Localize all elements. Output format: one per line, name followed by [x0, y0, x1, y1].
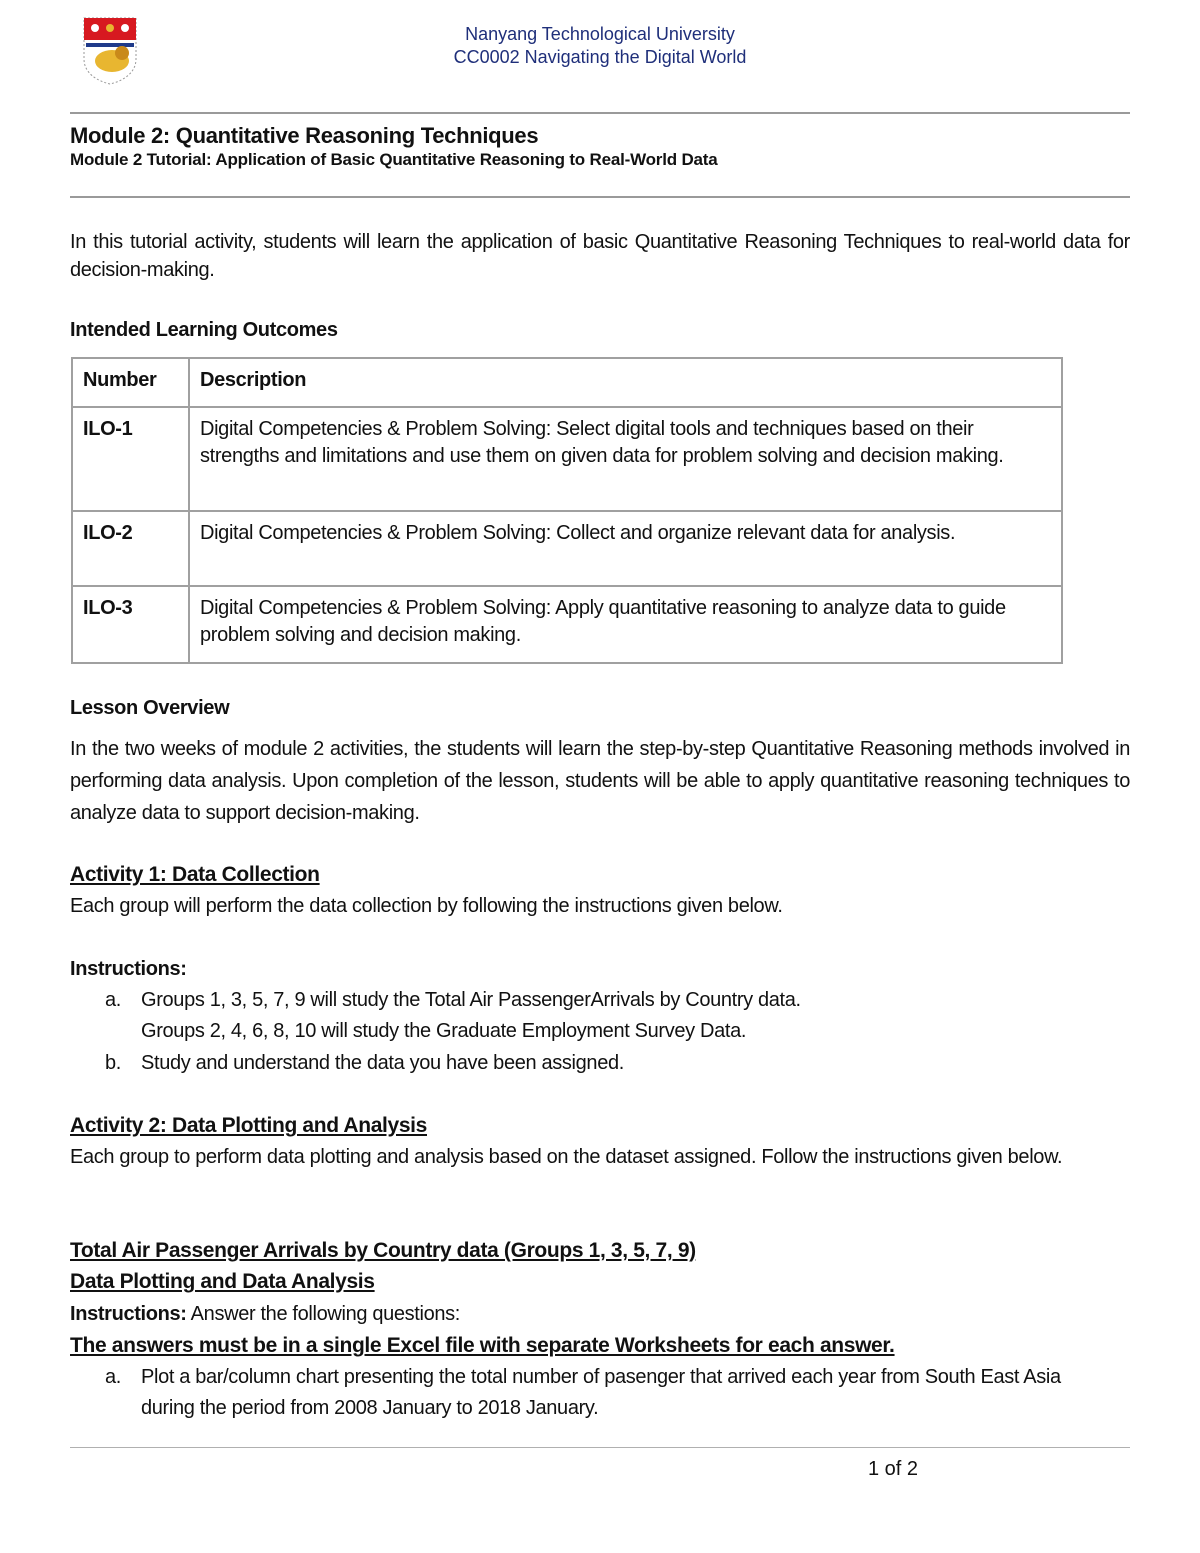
activity2-text: Each group to perform data plotting and analysis based on the dataset assigned. Follow the instructions given below.: [70, 1146, 1063, 1168]
section-note: The answers must be in a single Excel file with separate Worksheets for each answer.: [70, 1334, 895, 1357]
overview-paragraph: In the two weeks of module 2 activities, the students will learn the step-by-step Quantitative Reasoning methods involved in performing data analysis. Upon completion of the lesson, students will be able to apply quantitative reasoning techniques to analyze data to support decision-making.: [70, 738, 1130, 824]
page-subtitle: Module 2 Tutorial: Application of Basic Quantitative Reasoning to Real-World Data: [70, 150, 718, 169]
table-row: [72, 407, 1062, 511]
divider: [70, 112, 1130, 114]
activity1-heading: Activity 1: Data Collection: [70, 863, 320, 886]
list-item: a. Groups 1, 3, 5, 7, 9 will study the Total Air PassengerArrivals by Country data.: [105, 989, 801, 1011]
table-row: [72, 511, 1062, 586]
table-row: [72, 586, 1062, 663]
footer-divider: [70, 1447, 1130, 1448]
divider: [70, 196, 1130, 198]
section-instructions: Instructions: Answer the following questions:: [70, 1303, 460, 1325]
activity2-heading: Activity 2: Data Plotting and Analysis: [70, 1114, 427, 1137]
page-title: Module 2: Quantitative Reasoning Techniques: [70, 123, 539, 148]
page-number: 1 of 2: [867, 1458, 918, 1480]
intro-paragraph: In this tutorial activity, students will learn the application of basic Quantitative Reasoning Techniques to real-world data for decision-making.: [70, 231, 1130, 281]
column-header: Number: [72, 358, 189, 407]
header-university: Nanyang Technological University: [465, 24, 735, 44]
list-item: Groups 2, 4, 6, 8, 10 will study the Graduate Employment Survey Data.: [141, 1020, 747, 1042]
activity1-instructions-label: Instructions:: [70, 958, 187, 980]
ilo-number: ILO-2: [72, 511, 189, 586]
ilo-number: ILO-3: [72, 586, 189, 663]
ilo-heading: Intended Learning Outcomes: [70, 319, 338, 341]
ilo-table: [71, 357, 1063, 664]
ilo-number: ILO-1: [72, 407, 189, 511]
ilo-description: Digital Competencies & Problem Solving: Select digital tools and techniques based on their strengths and limitations and use them on given data for problem solving and decision making.: [189, 407, 1062, 511]
table-header-row: [72, 358, 1062, 407]
activity1-text: Each group will perform the data collection by following the instructions given below.: [70, 895, 783, 917]
overview-heading: Lesson Overview: [70, 697, 230, 719]
ilo-description: Digital Competencies & Problem Solving: Collect and organize relevant data for analysis.: [189, 511, 1062, 586]
list-item: a. Plot a bar/column chart presenting the total number of pasenger that arrived each year from South East Asia during the period from 2008 January to 2018 January.: [105, 1366, 1061, 1419]
section-heading: Total Air Passenger Arrivals by Country data (Groups 1, 3, 5, 7, 9): [70, 1239, 696, 1262]
list-item: b. Study and understand the data you have been assigned.: [105, 1052, 624, 1074]
ilo-description: Digital Competencies & Problem Solving: Apply quantitative reasoning to analyze data to guide problem solving and decision making.: [189, 586, 1062, 663]
column-header: Description: [189, 358, 1062, 407]
section-subheading: Data Plotting and Data Analysis: [70, 1270, 375, 1293]
header-course: CC0002 Navigating the Digital World: [453, 47, 747, 67]
